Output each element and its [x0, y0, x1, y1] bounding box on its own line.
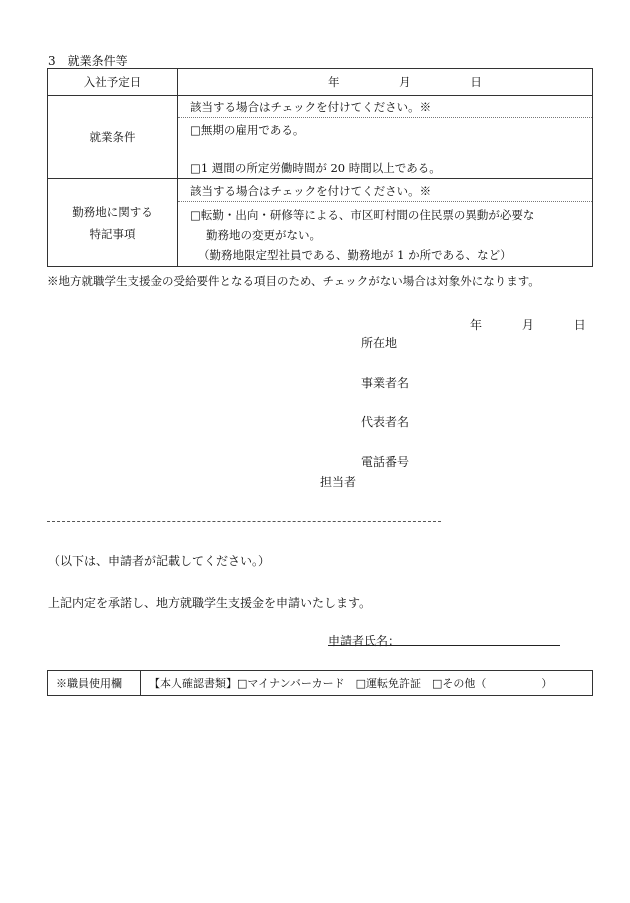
employment-conditions-table [47, 68, 593, 267]
table-row-workplace-notes [48, 179, 593, 267]
start-date-value [178, 69, 593, 96]
phone-label: 電話番号 [361, 455, 410, 469]
checkbox-indefinite-employment[interactable]: □無期の雇用である。 [190, 122, 305, 137]
contact-person-label: 担当者 [320, 475, 357, 489]
applicant-statement: 上記内定を承諾し、地方就職学生支援金を申請いたします。 [48, 596, 372, 610]
eligibility-note: ※地方就職学生支援金の受給要件となる項目のため、チェックがない場合は対象外になります。 [47, 274, 540, 288]
address-label: 所在地 [361, 336, 398, 350]
employer-month-label: 月 [521, 318, 534, 332]
start-day-label: 日 [470, 75, 482, 89]
checkbox-no-relocation[interactable]: □転勤・出向・研修等による、市区町村間の住民票の異動が必要な [190, 207, 535, 222]
section-title: 3 就業条件等 [48, 54, 128, 68]
table-row-work-conditions [48, 96, 593, 179]
checkbox-weekly-hours[interactable]: □1 週間の所定労働時間が 20 時間以上である。 [190, 160, 441, 175]
work-conditions-label: 就業条件 [48, 96, 178, 179]
applicant-name-label: 申請者氏名： [328, 634, 401, 648]
start-date-label: 入社予定日 [48, 69, 178, 96]
no-relocation-line3: （勤務地限定型社員である、勤務地が 1 か所である、など） [198, 247, 512, 262]
cut-line-divider [47, 521, 441, 522]
workplace-notes-label-line1: 勤務地に関する [72, 204, 153, 219]
employer-date [470, 316, 586, 333]
staff-use-box [47, 670, 593, 696]
business-name-label: 事業者名 [361, 376, 410, 390]
staff-use-content: 【本人確認書類】□マイナンバーカード □運転免許証 □その他（ ） [141, 671, 593, 696]
workplace-notes-label-line2: 特記事項 [89, 226, 136, 241]
no-relocation-line2: 勤務地の変更がない。 [206, 227, 321, 242]
start-month-label: 月 [399, 75, 411, 89]
table-row-start-date [48, 69, 593, 96]
staff-use-label: ※職員使用欄 [48, 671, 141, 696]
work-conditions-instruction: 該当する場合はチェックを付けてください。※ [178, 97, 592, 118]
employer-year-label: 年 [470, 318, 483, 332]
employer-day-label: 日 [573, 318, 586, 332]
representative-label: 代表者名 [361, 415, 410, 429]
applicant-instruction: （以下は、申請者が記載してください。） [48, 554, 271, 568]
workplace-notes-instruction: 該当する場合はチェックを付けてください。※ [178, 181, 592, 202]
applicant-name-field[interactable] [328, 645, 560, 646]
workplace-notes-label [48, 179, 178, 267]
start-year-label: 年 [328, 75, 340, 89]
